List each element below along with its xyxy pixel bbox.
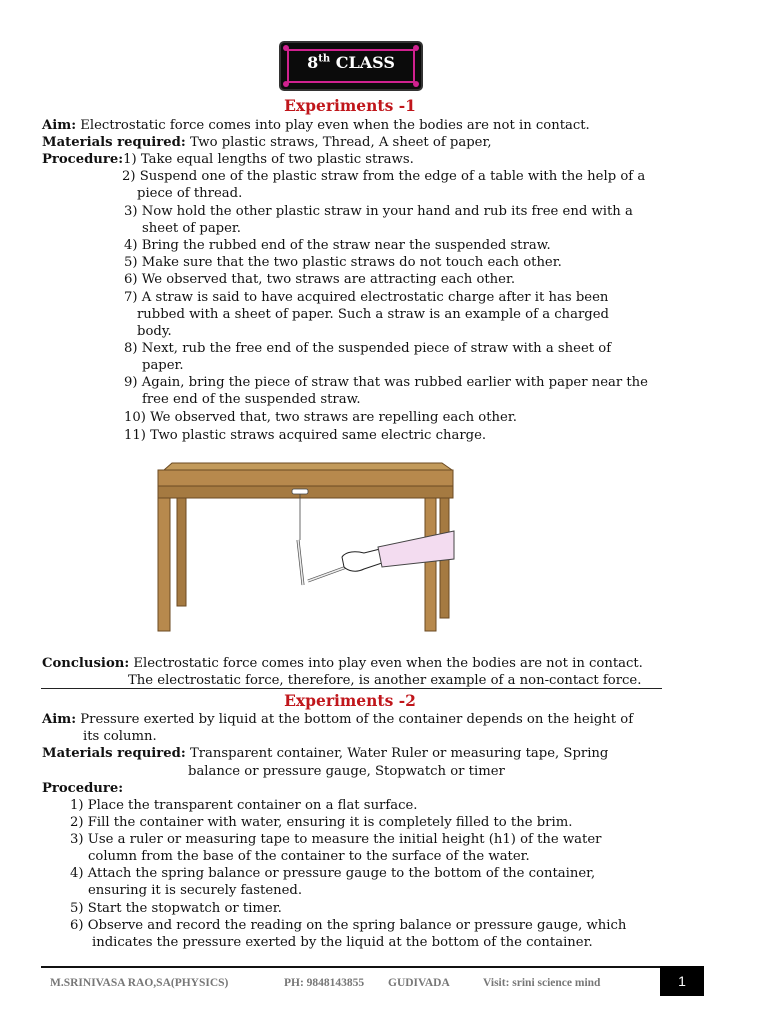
suspended-straw: [298, 494, 303, 585]
exp2-step: ensuring it is securely fastened.: [88, 883, 303, 898]
footer-divider: [41, 966, 661, 968]
section-divider: [41, 688, 662, 689]
footer-visit: Visit: srini science mind: [483, 977, 601, 989]
badge-corner: [413, 45, 419, 51]
exp2-step: 5) Start the stopwatch or timer.: [70, 901, 282, 916]
exp2-step: 4) Attach the spring balance or pressure gauge to the bottom of the container,: [70, 866, 596, 881]
experiment-1-title: Experiments -1: [284, 96, 416, 115]
class-label: 8th CLASS: [307, 53, 395, 72]
exp2-step: indicates the pressure exerted by the liquid at the bottom of the container.: [92, 935, 593, 950]
exp2-materials-line2: balance or pressure gauge, Stopwatch or timer: [188, 764, 505, 779]
experiment-2-title: Experiments -2: [284, 691, 416, 710]
exp2-step: 6) Observe and record the reading on the spring balance or pressure gauge, which: [70, 918, 627, 933]
exp1-step: piece of thread.: [137, 186, 243, 201]
exp1-step: body.: [137, 324, 172, 339]
class-badge: [281, 43, 421, 89]
exp1-materials: Materials required: Two plastic straws, Thread, A sheet of paper,: [42, 135, 492, 150]
badge-corner: [283, 81, 289, 87]
exp2-procedure-label: Procedure:: [42, 781, 124, 796]
exp1-step: 4) Bring the rubbed end of the straw near the suspended straw.: [124, 238, 551, 253]
badge-corner: [413, 81, 419, 87]
badge-corner: [283, 45, 289, 51]
exp1-step: 3) Now hold the other plastic straw in your hand and rub its free end with a: [124, 204, 633, 219]
exp2-aim: Aim: Pressure exerted by liquid at the bottom of the container depends on the height of: [42, 712, 634, 727]
exp1-step: 6) We observed that, two straws are attracting each other.: [124, 272, 516, 287]
footer-place: GUDIVADA: [388, 977, 450, 989]
exp1-step: free end of the suspended straw.: [142, 392, 361, 407]
exp1-step: sheet of paper.: [142, 221, 241, 236]
experiment-illustration: [150, 455, 460, 635]
exp2-step: column from the base of the container to the surface of the water.: [88, 849, 530, 864]
exp1-step: 10) We observed that, two straws are repelling each other.: [124, 410, 517, 425]
exp1-conclusion-line2: The electrostatic force, therefore, is another example of a non-contact force.: [128, 673, 642, 688]
exp1-step: 11) Two plastic straws acquired same electric charge.: [124, 428, 487, 443]
exp1-step: rubbed with a sheet of paper. Such a straw is an example of a charged: [137, 307, 609, 322]
exp1-step: 5) Make sure that the two plastic straws do not touch each other.: [124, 255, 562, 270]
exp1-step: 9) Again, bring the piece of straw that was rubbed earlier with paper near the: [124, 375, 648, 390]
exp1-aim: Aim: Electrostatic force comes into play even when the bodies are not in contact.: [42, 118, 590, 133]
exp2-step: 3) Use a ruler or measuring tape to measure the initial height (h1) of the water: [70, 832, 602, 847]
exp1-step: 8) Next, rub the free end of the suspended piece of straw with a sheet of: [124, 341, 612, 356]
page-number: 1: [660, 966, 704, 996]
exp2-step: 1) Place the transparent container on a flat surface.: [70, 798, 418, 813]
exp1-procedure: Procedure:1) Take equal lengths of two plastic straws.: [42, 152, 414, 167]
exp1-step: paper.: [142, 358, 184, 373]
exp1-step: 2) Suspend one of the plastic straw from the edge of a table with the help of a: [122, 169, 646, 184]
footer-author: M.SRINIVASA RAO,SA(PHYSICS): [50, 977, 229, 989]
exp2-aim-line2: its column.: [83, 729, 157, 744]
exp1-conclusion: Conclusion: Electrostatic force comes into play even when the bodies are not in contact.: [42, 656, 643, 671]
exp2-materials: Materials required: Transparent container, Water Ruler or measuring tape, Spring: [42, 746, 609, 761]
footer-phone: PH: 9848143855: [284, 977, 365, 989]
exp2-step: 2) Fill the container with water, ensuring it is completely filled to the brim.: [70, 815, 573, 830]
exp1-step: 7) A straw is said to have acquired electrostatic charge after it has been: [124, 290, 609, 305]
